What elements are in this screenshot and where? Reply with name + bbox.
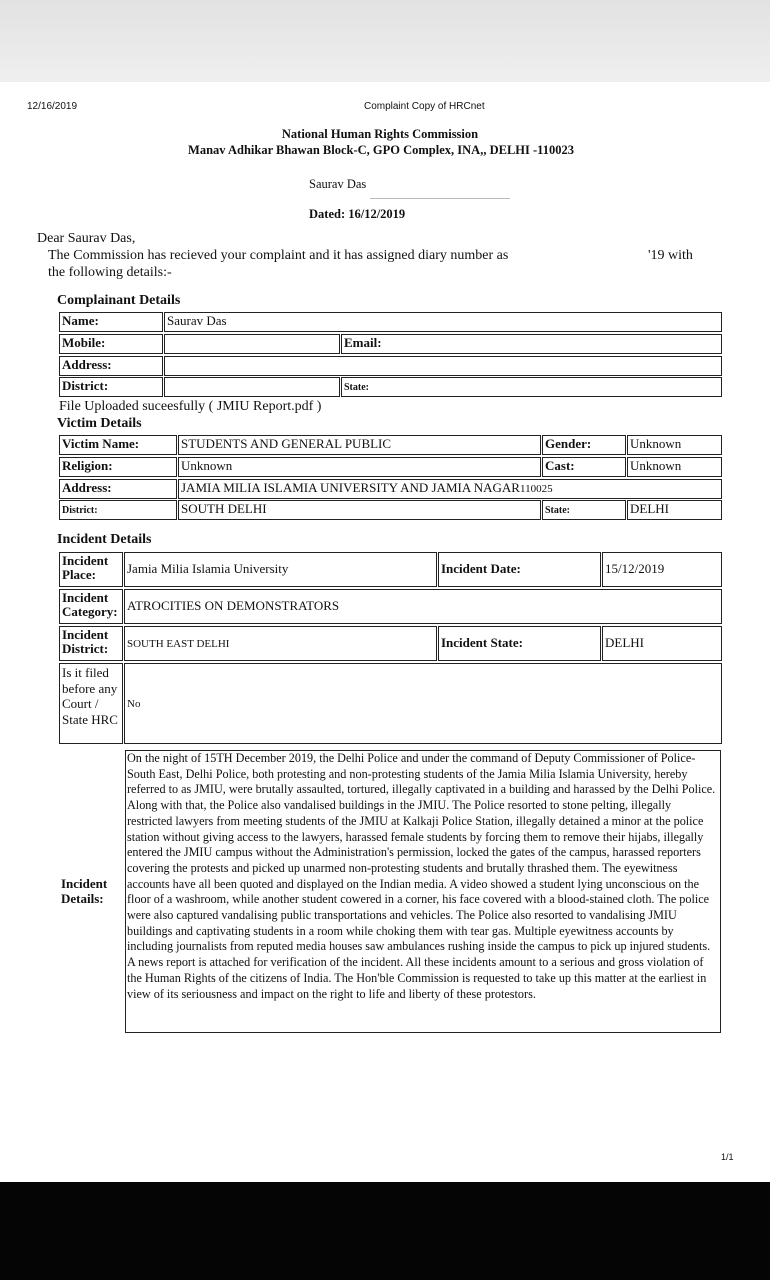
redaction [430,378,720,396]
victim-name-value: STUDENTS AND GENERAL PUBLIC [178,435,541,455]
redaction [168,336,338,352]
incident-heading: Incident Details [57,532,152,547]
incident-court-value: No [124,663,722,744]
incident-state-value: DELHI [602,626,722,661]
complainant-address-label: Address: [59,356,163,376]
victim-gender-value: Unknown [627,435,722,455]
incident-court-label: Is it filed before any Court / State HRC [59,663,123,744]
victim-address-value [178,479,722,499]
incident-category-value: ATROCITIES ON DEMONSTRATORS [124,589,722,624]
file-uploaded-note: File Uploaded suceesfully ( JMIU Report.pdf ) [59,399,322,414]
incident-category-label: Incident Category: [59,589,123,624]
incident-place-value: Jamia Milia Islamia University [124,552,437,587]
victim-heading: Victim Details [57,416,142,431]
victim-gender-label: Gender: [542,435,626,455]
victim-state-label: State: [542,500,626,520]
diary-number-fragment: '19 with [648,248,693,263]
incident-details-value: On the night of 15TH December 2019, the Delhi Police and under the command of Deputy Commissioner of Police- South East, Delhi Police, both protesting and non-protesting students of the Jamia Milia Islamia University, hereby referred to as JMIU, were brutally assaulted, tortured, illegally captivated in a building and harassed by the Delhi Police. Along with that, the Police also vandalised buildings in the JMIU. The Police resorted to stone pelting, illegally restricted lawyers from meeting students of the JMIU at Kalkaji Police Station, illegally detained a minor at the police station without giving access to the lawyers, harassed female students by forcing them to remove their hijabs, illegally entered the JMIU campus without the Administration's permission, locked the gates of the campus, harassed reporters covering the protests and picked up unarmed non-protesting students and brutally thrashed them. The eyewitness accounts have all been quoted and displayed on the Indian media. A video showed a student lying unconscious on the floor of a washroom, while another student cowered in a corner, his face covered with a blood-stained cloth. The police were also captured vandalising public transportations and vehicles. The Police also resorted to vandalising JMIU buildings and captivating students in a room while choking them with tear gas. Multiple eyewitness accounts by including journalists from reputed media houses saw ambulances rushing inside the campus to pick up injured students. A news report is attached for verification of the incident. All these incidents amount to a serious and gross violation of the Human Rights of the citizens of India. The Hon'ble Commission is requested to take up this matter at the earliest in view of its seriousness and impact on the right to life and liberty of these protestors. [125,750,721,1033]
complainant-name-label: Name: [59,312,163,332]
incident-place-label: Incident Place: [59,552,123,587]
org-address: Manav Adhikar Bhawan Block-C, GPO Complex, INA,, DELHI -110023 [188,143,574,157]
dated: Dated: 16/12/2019 [309,207,406,221]
redaction [390,336,720,352]
incident-state-label: Incident State: [438,626,601,661]
viewer-top-bar [0,0,770,82]
redaction [178,357,720,375]
victim-district-label: District: [59,500,177,520]
complainant-heading: Complainant Details [57,293,181,308]
incident-district-label: Incident District: [59,626,123,661]
complainant-name-value: Saurav Das [164,312,722,332]
redaction [178,378,338,396]
print-title: Complaint Copy of HRCnet [364,101,485,112]
complainant-district-label: District: [59,377,163,397]
salutation: Dear Saurav Das, [37,231,136,246]
org-name: National Human Rights Commission [281,127,479,141]
viewer-bottom-bar [0,1182,770,1280]
victim-district-value: SOUTH DELHI [178,500,541,520]
complainant-email-label: Email: [341,334,722,354]
complainant-state-label: State: [341,377,722,397]
redacted-mark [370,198,510,199]
complainant-mobile-label: Mobile: [59,334,163,354]
victim-name-label: Victim Name: [59,435,177,455]
incident-date-value: 15/12/2019 [602,552,722,587]
recipient-name: Saurav Das [309,177,367,191]
victim-state-value: DELHI [627,500,722,520]
victim-address-label: Address: [59,479,177,499]
incident-date-label: Incident Date: [438,552,601,587]
page-number: 1/1 [721,1152,734,1162]
incident-details-label: Incident Details: [61,876,108,906]
incident-district-value: SOUTH EAST DELHI [124,626,437,661]
victim-address-pin: 110025 [519,483,553,495]
victim-religion-label: Religion: [59,457,177,477]
print-date: 12/16/2019 [27,101,78,112]
victim-address-text: JAMIA MILIA ISLAMIA UNIVERSITY AND JAMIA NAGAR [181,480,520,495]
victim-cast-value: Unknown [627,457,722,477]
letter-line-2: the following details:- [48,265,172,280]
victim-religion-value: Unknown [178,457,541,477]
victim-cast-label: Cast: [542,457,626,477]
letter-line-1: The Commission has recieved your complaint and it has assigned diary number as [48,248,509,263]
